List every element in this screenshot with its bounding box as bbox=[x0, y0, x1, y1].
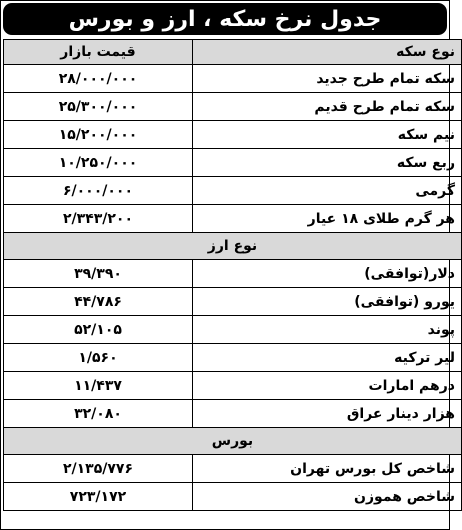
row-price: ۳۲/۰۸۰ bbox=[4, 400, 193, 428]
table-row bbox=[4, 65, 462, 93]
row-price: ۷۲۳/۱۷۲ bbox=[4, 483, 193, 511]
row-name: سکه تمام طرح جدید bbox=[193, 65, 462, 93]
row-name: شاخص هموزن bbox=[193, 483, 462, 511]
table-row bbox=[4, 260, 462, 288]
row-price: ۱۰/۲۵۰/۰۰۰ bbox=[4, 149, 193, 177]
page-title: جدول نرخ سکه ، ارز و بورس bbox=[68, 6, 382, 32]
section-header-currency bbox=[4, 233, 462, 260]
row-name: هزار دینار عراق bbox=[193, 400, 462, 428]
row-name: پوند bbox=[193, 316, 462, 344]
row-price: ۱۵/۲۰۰/۰۰۰ bbox=[4, 121, 193, 149]
table-row bbox=[4, 483, 462, 511]
section-title: بورس bbox=[4, 428, 462, 455]
row-price: ۴۴/۷۸۶ bbox=[4, 288, 193, 316]
row-name: شاخص کل بورس تهران bbox=[193, 455, 462, 483]
row-price: ۲۸/۰۰۰/۰۰۰ bbox=[4, 65, 193, 93]
row-name: لیر ترکیه bbox=[193, 344, 462, 372]
table-row bbox=[4, 372, 462, 400]
row-name: ربع سکه bbox=[193, 149, 462, 177]
table-row bbox=[4, 400, 462, 428]
row-price: ۳۹/۳۹۰ bbox=[4, 260, 193, 288]
row-name: دلار(توافقی) bbox=[193, 260, 462, 288]
row-name: نیم سکه bbox=[193, 121, 462, 149]
table-row bbox=[4, 93, 462, 121]
table-row bbox=[4, 316, 462, 344]
table-row bbox=[4, 288, 462, 316]
row-name: گرمی bbox=[193, 177, 462, 205]
table-row bbox=[4, 177, 462, 205]
table-row bbox=[4, 344, 462, 372]
row-price: ۱/۵۶۰ bbox=[4, 344, 193, 372]
rates-table bbox=[3, 39, 462, 511]
title-bar bbox=[3, 3, 447, 35]
table-row bbox=[4, 149, 462, 177]
table-row bbox=[4, 121, 462, 149]
section-title: نوع ارز bbox=[4, 233, 462, 260]
row-price: ۵۲/۱۰۵ bbox=[4, 316, 193, 344]
row-name: یورو (توافقی) bbox=[193, 288, 462, 316]
row-name: درهم امارات bbox=[193, 372, 462, 400]
row-price: ۱۱/۴۳۷ bbox=[4, 372, 193, 400]
table-row bbox=[4, 455, 462, 483]
row-price: ۲۵/۳۰۰/۰۰۰ bbox=[4, 93, 193, 121]
row-price: ۶/۰۰۰/۰۰۰ bbox=[4, 177, 193, 205]
row-name: هر گرم طلای ۱۸ عیار bbox=[193, 205, 462, 233]
row-price: ۲/۳۴۳/۲۰۰ bbox=[4, 205, 193, 233]
table-row bbox=[4, 205, 462, 233]
row-name: سکه تمام طرح قدیم bbox=[193, 93, 462, 121]
section-header-stock bbox=[4, 428, 462, 455]
header-market-price: قیمت بازار bbox=[4, 40, 193, 65]
table-header-row bbox=[4, 40, 462, 65]
header-coin-type: نوع سکه bbox=[193, 40, 462, 65]
row-price: ۲/۱۳۵/۷۷۶ bbox=[4, 455, 193, 483]
